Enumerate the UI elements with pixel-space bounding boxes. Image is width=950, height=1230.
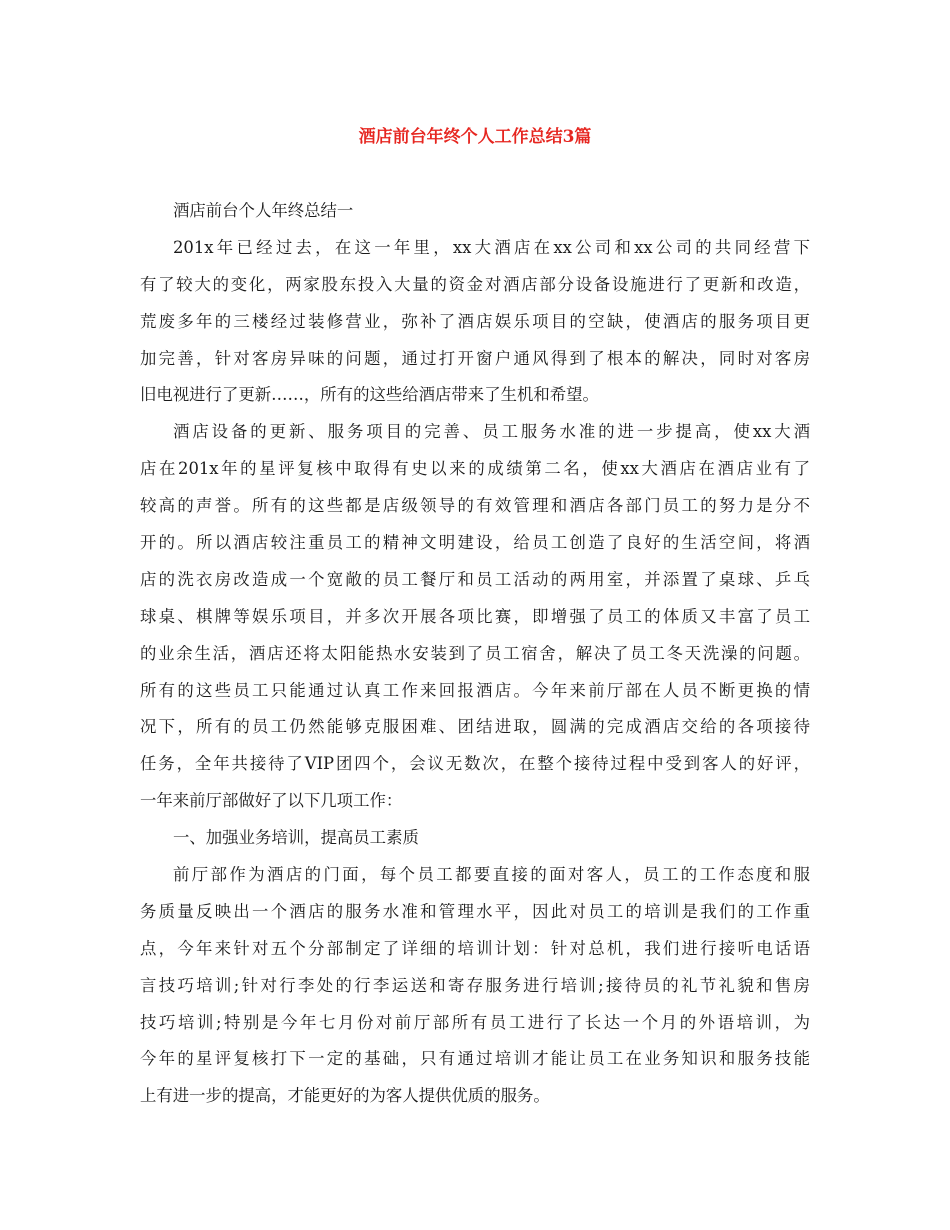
text-line: 今年的星评复核打下一定的基础，只有通过培训才能让员工在业务知识和服务技能 <box>140 1049 810 1069</box>
text-line: 较高的声誉。所有的这些都是店级领导的有效管理和酒店各部门员工的努力是分不 <box>140 496 810 516</box>
text-line: 加完善，针对客房异味的问题，通过打开窗户通风得到了根本的解决，同时对客房 <box>140 348 810 368</box>
text-line: 酒店前台个人年终总结一 <box>173 201 354 220</box>
text-line: 点，今年来针对五个分部制定了详细的培训计划：针对总机，我们进行接听电话语 <box>140 938 810 958</box>
text-line: 前厅部作为酒店的门面，每个员工都要直接的面对客人，员工的工作态度和服 <box>173 865 810 885</box>
paragraph <box>140 414 810 820</box>
text-line: 况下，所有的员工仍然能够克服困难、团结进取，圆满的完成酒店交给的各项接待 <box>140 717 810 737</box>
text-line: 言技巧培训;针对行李处的行李运送和寄存服务进行培训;接待员的礼节礼貌和售房 <box>140 975 810 995</box>
paragraph <box>140 857 810 1115</box>
text-line: 的业余生活，酒店还将太阳能热水安装到了员工宿舍，解决了员工冬天洗澡的问题。 <box>140 643 810 663</box>
document-body <box>140 193 810 1115</box>
text-line: 技巧培训;特别是今年七月份对前厅部所有员工进行了长达一个月的外语培训，为 <box>140 1012 810 1032</box>
document-title: 酒店前台年终个人工作总结3篇 <box>358 127 592 147</box>
text-line: 201x年已经过去，在这一年里，xx大酒店在xx公司和xx公司的共同经营下 <box>173 237 810 257</box>
text-line: 所有的这些员工只能通过认真工作来回报酒店。今年来前厅部在人员不断更换的情 <box>140 680 810 700</box>
text-line: 店的洗衣房改造成一个宽敞的员工餐厅和员工活动的两用室，并添置了桌球、乒乓 <box>140 569 810 589</box>
text-line: 荒废多年的三楼经过装修营业，弥补了酒店娱乐项目的空缺，使酒店的服务项目更 <box>140 311 810 331</box>
paragraph <box>140 193 810 230</box>
text-line: 有了较大的变化，两家股东投入大量的资金对酒店部分设备设施进行了更新和改造， <box>140 274 810 294</box>
text-line: 旧电视进行了更新……，所有的这些给酒店带来了生机和希望。 <box>140 385 599 405</box>
text-line: 一年来前厅部做好了以下几项工作： <box>140 791 403 811</box>
text-line: 球桌、棋牌等娱乐项目，并多次开展各项比赛，即增强了员工的体质又丰富了员工 <box>140 606 810 626</box>
paragraph <box>140 230 810 414</box>
text-line: 开的。所以酒店较注重员工的精神文明建设，给员工创造了良好的生活空间，将酒 <box>140 533 810 553</box>
paragraph <box>140 820 810 857</box>
text-line: 任务，全年共接待了VIP团四个，会议无数次，在整个接待过程中受到客人的好评， <box>140 754 810 774</box>
text-line: 上有进一步的提高，才能更好的为客人提供优质的服务。 <box>140 1086 550 1106</box>
text-line: 务质量反映出一个酒店的服务水准和管理水平，因此对员工的培训是我们的工作重 <box>140 901 810 921</box>
text-line: 店在201x年的星评复核中取得有史以来的成绩第二名，使xx大酒店在酒店业有了 <box>140 459 810 479</box>
text-line: 一、加强业务培训，提高员工素质 <box>173 828 419 848</box>
text-line: 酒店设备的更新、服务项目的完善、员工服务水准的进一步提高，使xx大酒 <box>173 422 810 442</box>
